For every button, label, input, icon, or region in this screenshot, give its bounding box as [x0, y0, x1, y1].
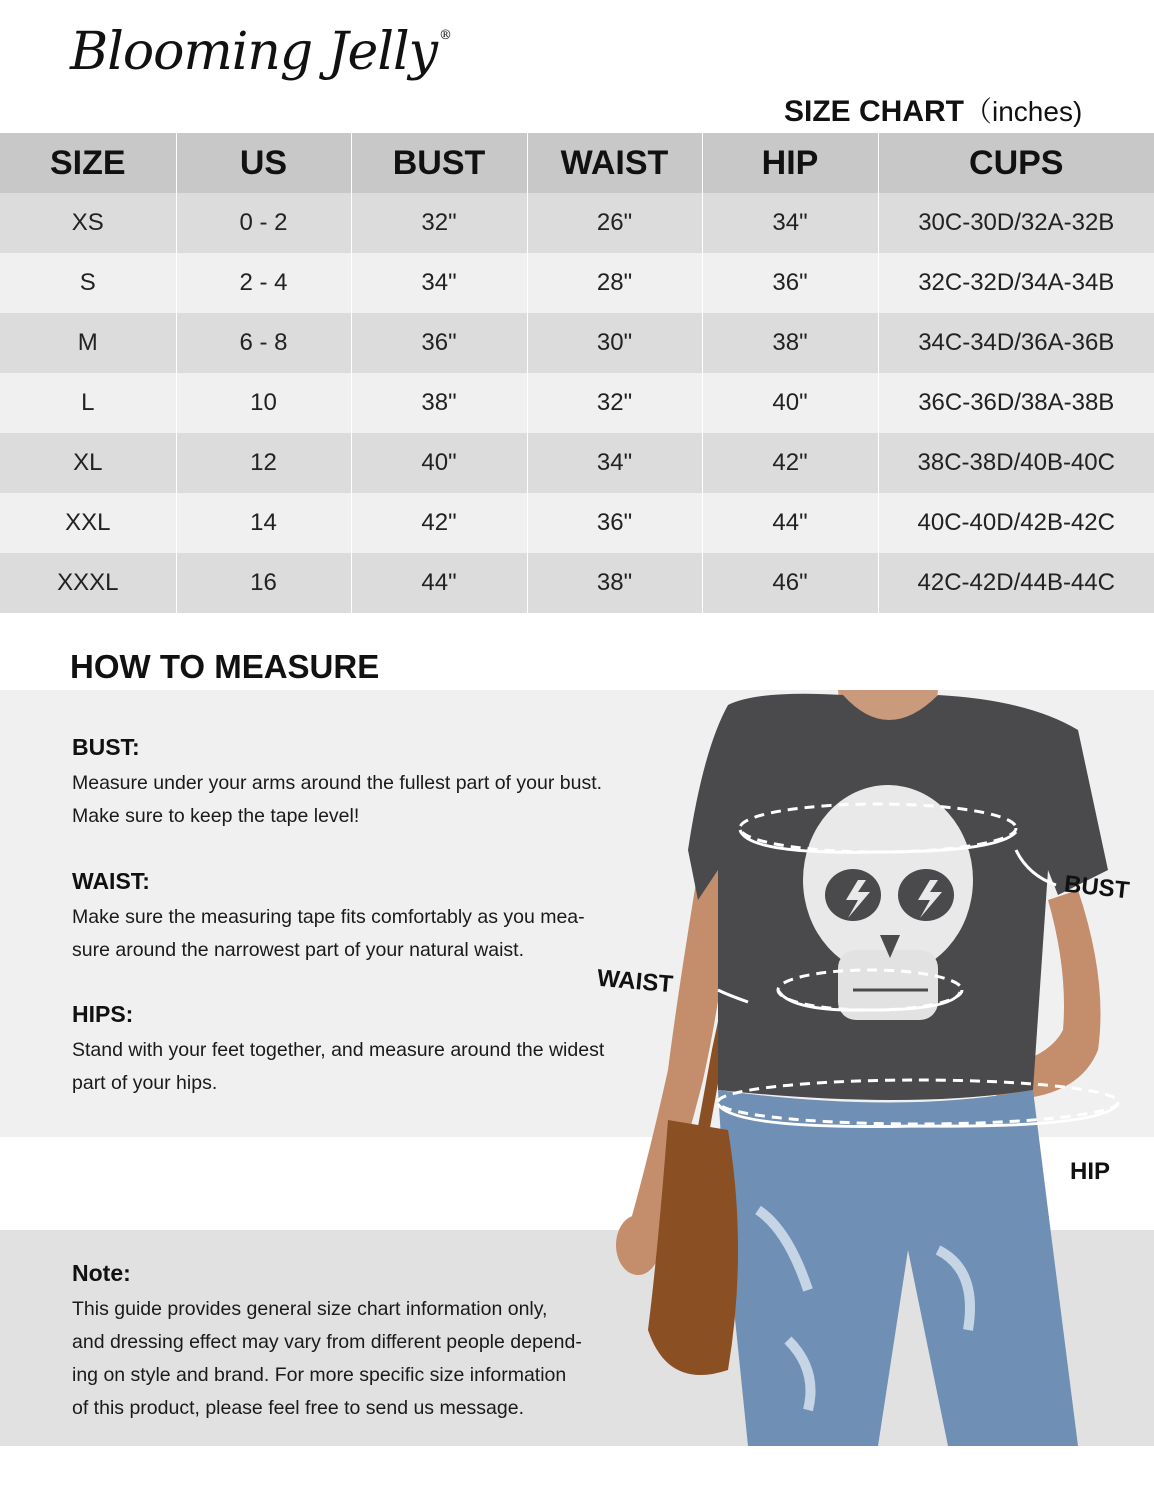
table-header-row [0, 133, 1154, 193]
cell-waist: 26" [527, 193, 702, 253]
cell-cups: 36C-36D/38A-38B [878, 373, 1154, 433]
cell-cups: 38C-38D/40B-40C [878, 433, 1154, 493]
note-heading: Note: [72, 1260, 131, 1286]
cell-bust: 40" [351, 433, 527, 493]
cell-us: 14 [176, 493, 351, 553]
header-bust: BUST [351, 133, 527, 193]
cell-waist: 28" [527, 253, 702, 313]
cell-hip: 44" [702, 493, 878, 553]
header-us: US [176, 133, 351, 193]
hips-line-1: Stand with your feet together, and measure around the widest [72, 1039, 605, 1061]
cell-us: 16 [176, 553, 351, 613]
note-line-1: This guide provides general size chart information only, [72, 1298, 548, 1320]
cell-bust: 42" [351, 493, 527, 553]
left-hand [616, 1215, 660, 1275]
how-to-measure-title: HOW TO MEASURE [70, 648, 380, 685]
cell-cups: 34C-34D/36A-36B [878, 313, 1154, 373]
table-row [0, 493, 1154, 553]
cell-us: 12 [176, 433, 351, 493]
cell-cups: 42C-42D/44B-44C [878, 553, 1154, 613]
header-waist: WAIST [527, 133, 702, 193]
cell-size: S [0, 253, 176, 313]
cell-us: 10 [176, 373, 351, 433]
cell-hip: 40" [702, 373, 878, 433]
hips-heading: HIPS: [72, 1001, 134, 1027]
waist-heading: WAIST: [72, 868, 150, 894]
cell-bust: 34" [351, 253, 527, 313]
cell-hip: 34" [702, 193, 878, 253]
hips-line-2: part of your hips. [72, 1072, 218, 1094]
table-row [0, 253, 1154, 313]
table-row [0, 373, 1154, 433]
size-chart-table [0, 133, 1154, 613]
table-row [0, 553, 1154, 613]
table-row [0, 313, 1154, 373]
bust-heading: BUST: [72, 734, 140, 760]
hip-label: HIP [1070, 1158, 1111, 1185]
brand-name: Blooming Jelly [70, 22, 437, 82]
waist-label: WAIST [596, 964, 675, 999]
hips-instructions [72, 1001, 652, 1100]
cell-us: 6 - 8 [176, 313, 351, 373]
cell-cups: 40C-40D/42B-42C [878, 493, 1154, 553]
waist-line-2: sure around the narrowest part of your natural waist. [72, 939, 524, 961]
note-line-4: of this product, please feel free to send us message. [72, 1397, 525, 1419]
waist-instructions [72, 868, 652, 967]
header-size: SIZE [0, 133, 176, 193]
note-section [72, 1260, 652, 1425]
cell-bust: 36" [351, 313, 527, 373]
cell-waist: 38" [527, 553, 702, 613]
cell-size: XXL [0, 493, 176, 553]
cell-hip: 38" [702, 313, 878, 373]
table-row [0, 433, 1154, 493]
bust-label: BUST [1062, 870, 1131, 905]
brand-logo [70, 22, 451, 82]
cell-cups: 30C-30D/32A-32B [878, 193, 1154, 253]
registered-mark: ® [438, 28, 451, 43]
cell-bust: 32" [351, 193, 527, 253]
cell-waist: 32" [527, 373, 702, 433]
bust-line-1: Measure under your arms around the fullest part of your bust. [72, 772, 603, 794]
bust-instructions [72, 734, 652, 833]
size-chart-title [784, 90, 1082, 130]
cell-hip: 42" [702, 433, 878, 493]
model-photo [608, 690, 1154, 1446]
waist-line-1: Make sure the measuring tape fits comfortably as you mea- [72, 906, 585, 928]
cell-waist: 30" [527, 313, 702, 373]
cell-size: XS [0, 193, 176, 253]
cell-waist: 36" [527, 493, 702, 553]
bust-line-2: Make sure to keep the tape level! [72, 805, 360, 827]
note-line-3: ing on style and brand. For more specific size information [72, 1364, 567, 1386]
size-chart-title-text: SIZE CHART [784, 95, 964, 128]
note-line-2: and dressing effect may vary from different people depend- [72, 1331, 582, 1353]
cell-us: 0 - 2 [176, 193, 351, 253]
cell-us: 2 - 4 [176, 253, 351, 313]
header-cups: CUPS [878, 133, 1154, 193]
cell-bust: 44" [351, 553, 527, 613]
cell-size: XXXL [0, 553, 176, 613]
cell-size: M [0, 313, 176, 373]
cell-hip: 36" [702, 253, 878, 313]
cell-hip: 46" [702, 553, 878, 613]
cell-size: L [0, 373, 176, 433]
cell-bust: 38" [351, 373, 527, 433]
size-chart-unit: （inches) [964, 96, 1083, 127]
cell-size: XL [0, 433, 176, 493]
cell-cups: 32C-32D/34A-34B [878, 253, 1154, 313]
header-hip: HIP [702, 133, 878, 193]
table-row [0, 193, 1154, 253]
jeans [718, 1090, 1078, 1446]
cell-waist: 34" [527, 433, 702, 493]
